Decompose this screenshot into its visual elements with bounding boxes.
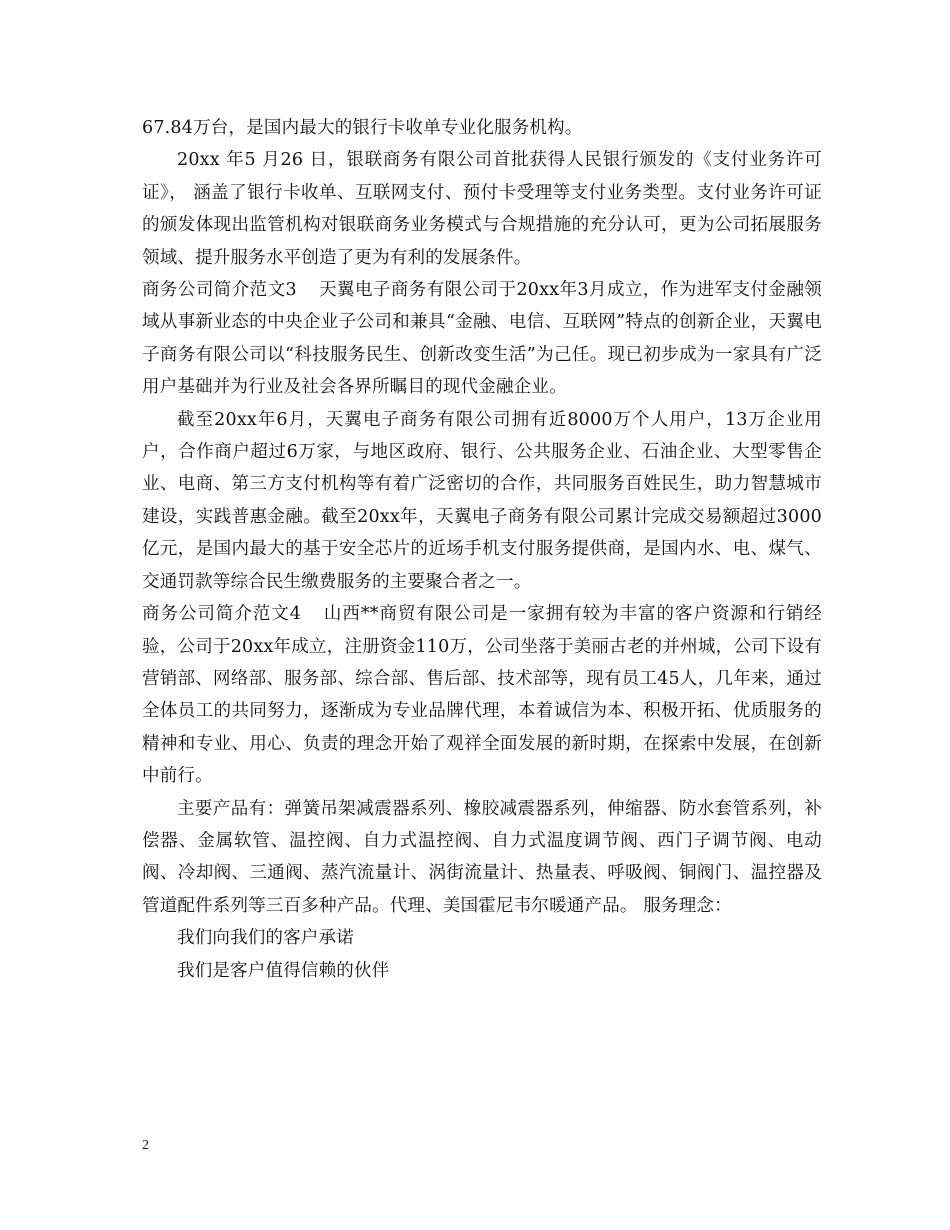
paragraph-4 bbox=[142, 404, 822, 598]
section-label: 商务公司简介范文4 bbox=[142, 604, 302, 625]
paragraph-text: 我们向我们的客户承诺 bbox=[177, 928, 354, 949]
paragraph-5 bbox=[142, 598, 822, 792]
paragraph-text: 天翼电子商务有限公司于20xx年3月成立，作为进军支付金融领域从事新业态的中央企业子公司和兼具“金融、电信、互联网”特点的创新企业，天翼电子商务有限公司以“科技服务民生、创新改变生活”为己任。现已初步成为一家具有广泛用户基础并为行业及社会各界所瞩目的现代金融企业。 bbox=[142, 280, 822, 398]
paragraph-text: 山西**商贸有限公司是一家拥有较为丰富的客户资源和行销经验，公司于20xx年成立，注册资金110万，公司坐落于美丽古老的并州城，公司下设有营销部、网络部、服务部、综合部、售后部、技术部等，现有员工45人，几年来，通过全体员工的共同努力，逐渐成为专业品牌代理，本着诚信为本、积极开拓、优质服务的精神和专业、用心、负责的理念开始了观祥全面发展的新时期，在探索中发展，在创新中前行。 bbox=[142, 604, 822, 787]
paragraph-text: 我们是客户值得信赖的伙伴 bbox=[177, 960, 390, 981]
paragraph-text: 主要产品有：弹簧吊架减震器系列、橡胶减震器系列，伸缩器、防水套管系列，补偿器、金属软管、温控阀、自力式温控阀、自力式温度调节阀、西门子调节阀、电动阀、冷却阀、三通阀、蒸汽流量计、涡街流量计、热量表、呼吸阀、铜阀门、温控器及管道配件系列等三百多种产品。代理、美国霍尼韦尔暖通产品。 服务理念： bbox=[142, 798, 822, 916]
document-page bbox=[142, 112, 822, 987]
paragraph-2 bbox=[142, 144, 822, 274]
paragraph-text: 67.84万台，是国内最大的银行卡收单专业化服务机构。 bbox=[142, 118, 583, 138]
paragraph-1 bbox=[142, 112, 822, 144]
paragraph-text: 20xx 年5 月26 日，银联商务有限公司首批获得人民银行颁发的《支付业务许可证》， 涵盖了银行卡收单、互联网支付、预付卡受理等支付业务类型。支付业务许可证的颁发体现出监管机构对银联商务业务模式与合规措施的充分认可，更为公司拓展服务领域、提升服务水平创造了更为有利的发展条件。 bbox=[142, 150, 822, 268]
paragraph-3 bbox=[142, 274, 822, 404]
paragraph-text: 截至20xx年6月，天翼电子商务有限公司拥有近8000万个人用户，13万企业用户，合作商户超过6万家，与地区政府、银行、公共服务企业、石油企业、大型零售企业、电商、第三方支付机构等有着广泛密切的合作，共同服务百姓民生，助力智慧城市建设，实践普惠金融。截至20xx年，天翼电子商务有限公司累计完成交易额超过3000亿元，是国内最大的基于安全芯片的近场手机支付服务提供商，是国内水、电、煤气、交通罚款等综合民生缴费服务的主要聚合者之一。 bbox=[142, 409, 822, 592]
page-number: 2 bbox=[142, 1138, 149, 1153]
paragraph-6 bbox=[142, 793, 822, 923]
paragraph-7 bbox=[142, 922, 822, 954]
section-label: 商务公司简介范文3 bbox=[142, 280, 297, 301]
paragraph-8 bbox=[142, 955, 822, 987]
